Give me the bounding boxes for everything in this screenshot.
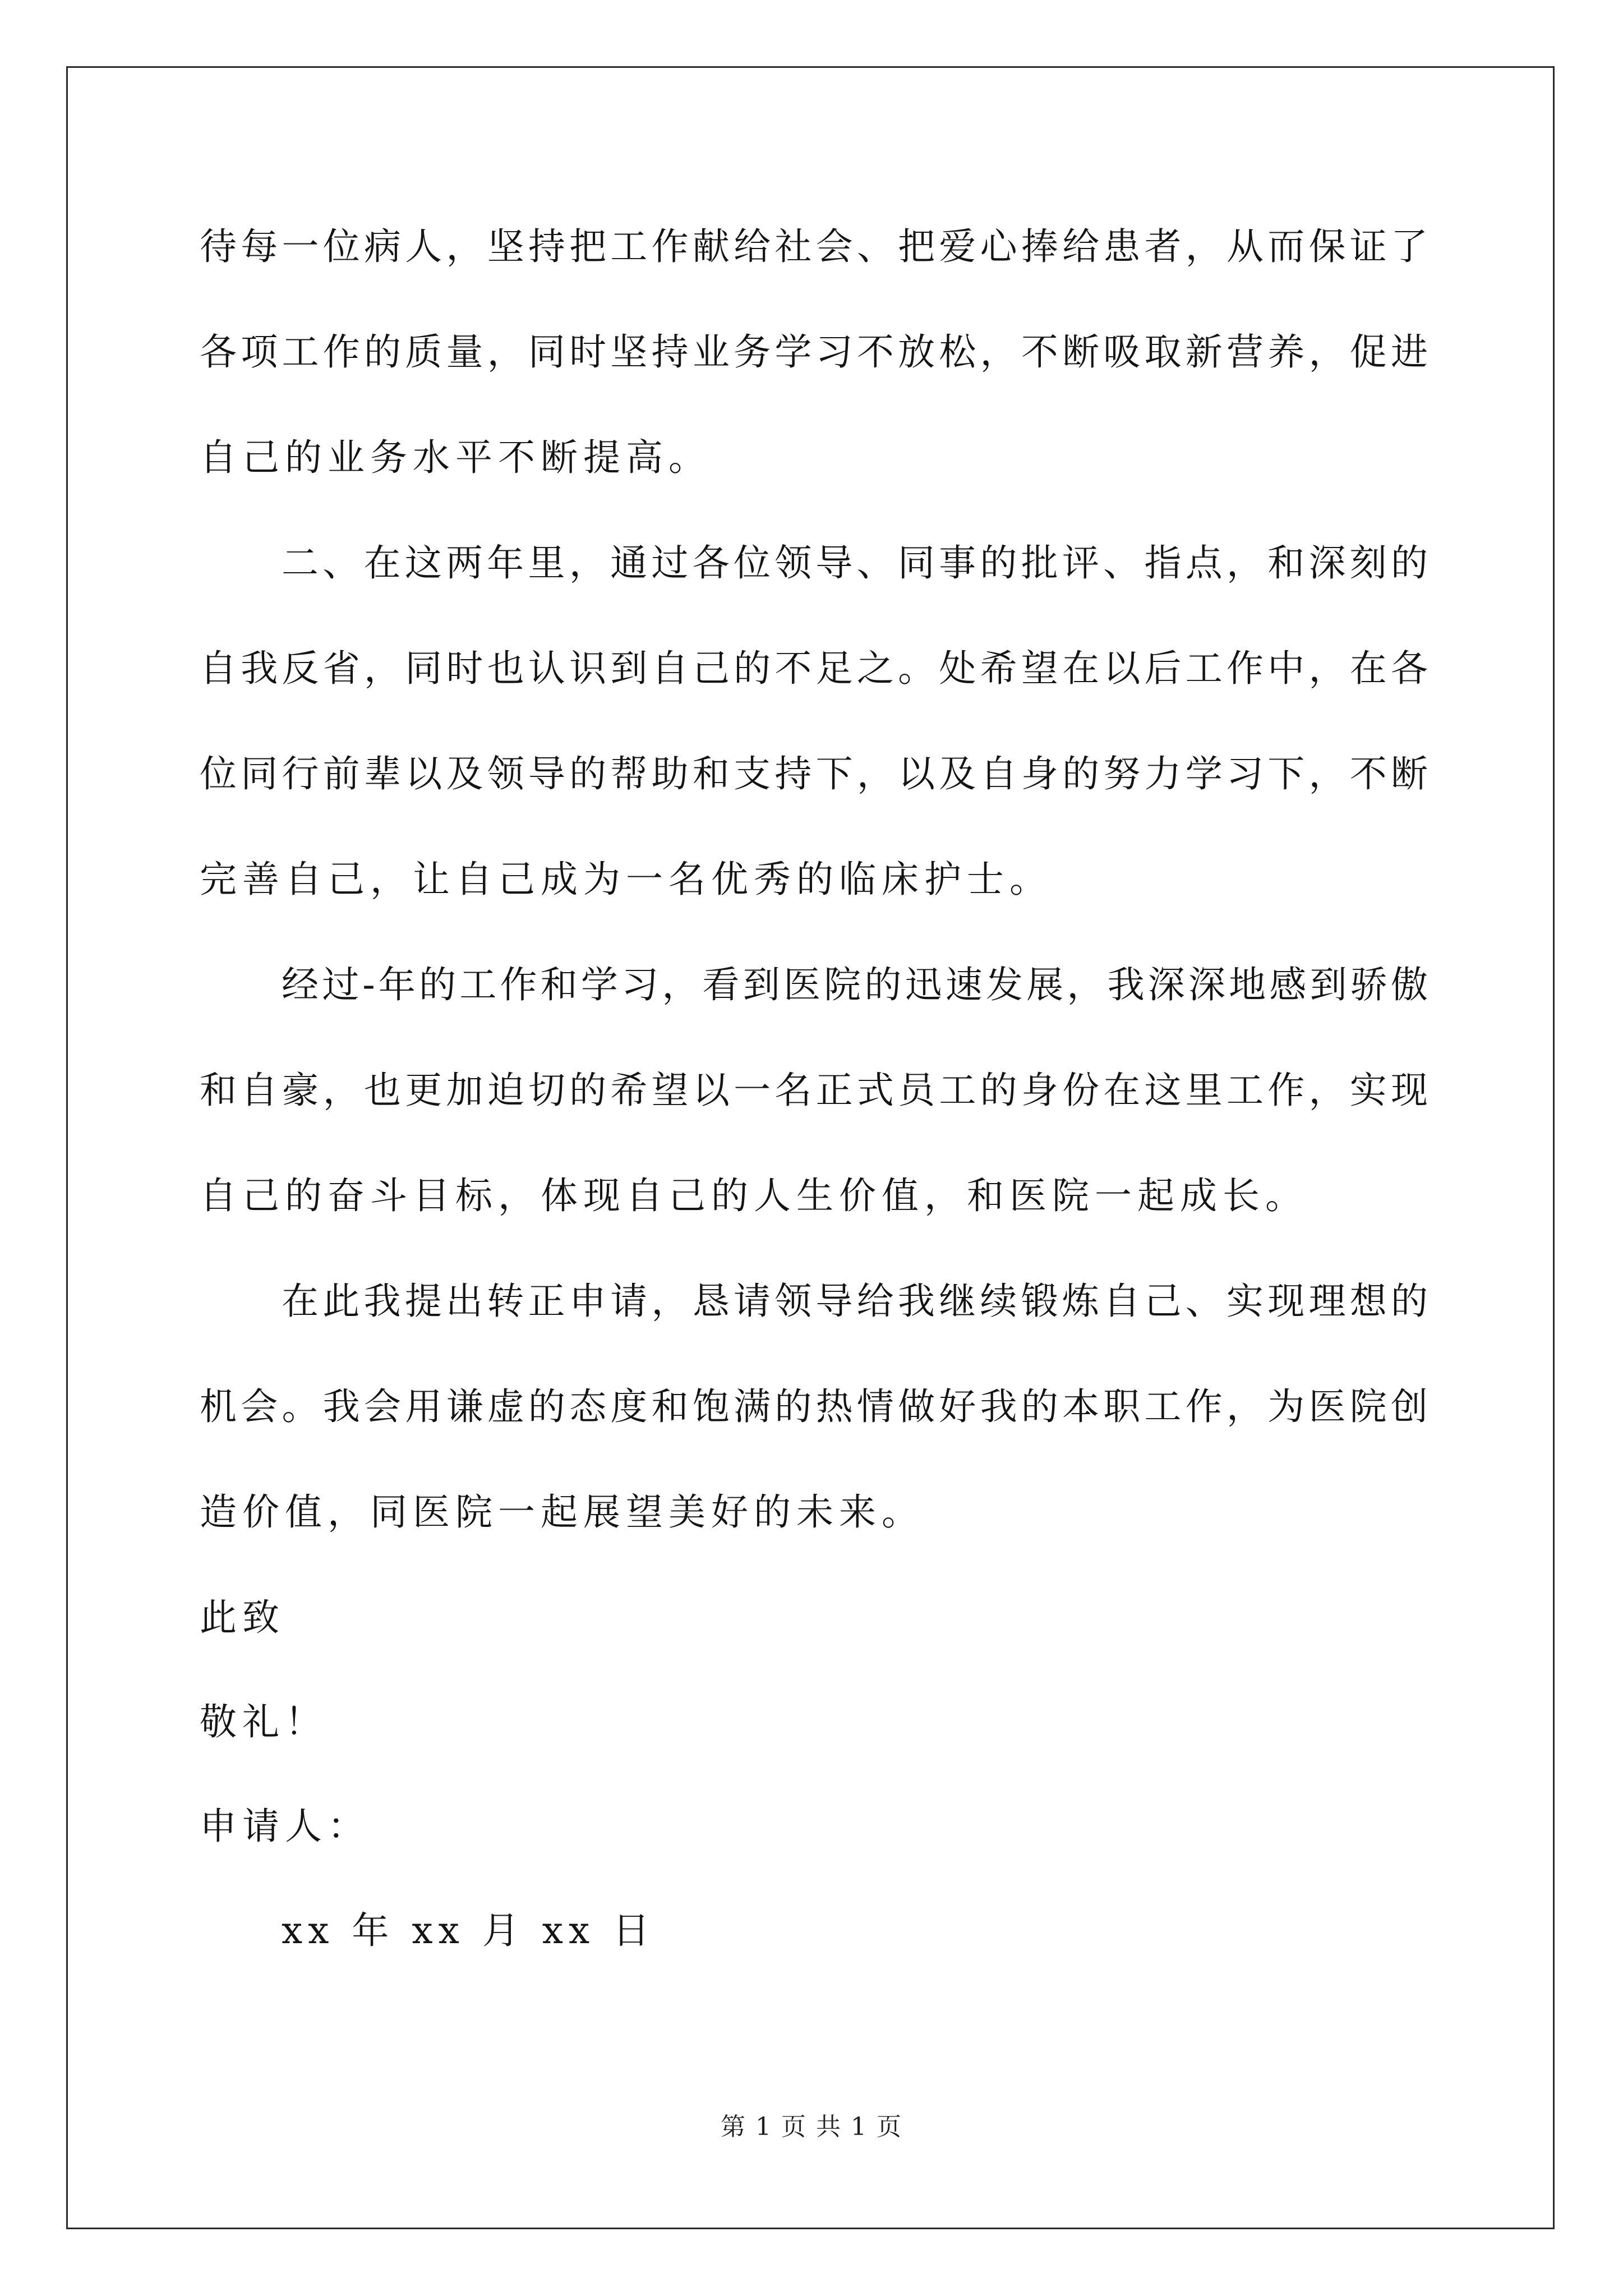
body-line: 造价值，同医院一起展望美好的未来。: [200, 1490, 924, 1534]
body-line: 在此我提出转正申请，恳请领导给我继续锻炼自己、实现理想的: [282, 1280, 1428, 1323]
body-line: 自己的奋斗目标，体现自己的人生价值，和医院一起成长。: [200, 1174, 1308, 1217]
page-footer: 第 1 页 共 1 页: [721, 2113, 902, 2141]
body-line: 各项工作的质量，同时坚持业务学习不放松，不断吸取新营养，促进: [200, 330, 1428, 374]
body-line: 经过-年的工作和学习，看到医院的迅速发展，我深深地感到骄傲: [282, 963, 1428, 1006]
body-line: 自我反省，同时也认识到自己的不足之。处希望在以后工作中，在各: [200, 647, 1428, 690]
body-line: 位同行前辈以及领导的帮助和支持下，以及自身的努力学习下，不断: [200, 752, 1428, 795]
body-line: 和自豪，也更加迫切的希望以一名正式员工的身份在这里工作，实现: [200, 1069, 1428, 1112]
date-line: xx 年 xx 月 xx 日: [282, 1909, 656, 1952]
body-line: 自己的业务水平不断提高。: [200, 436, 711, 479]
body-line: 完善自己，让自己成为一名优秀的临床护士。: [200, 858, 1052, 901]
body-line: 待每一位病人，坚持把工作献给社会、把爱心捧给患者，从而保证了: [200, 225, 1428, 268]
body-line: 二、在这两年里，通过各位领导、同事的批评、指点，和深刻的: [282, 541, 1428, 585]
salutation: 此致: [200, 1596, 285, 1639]
body-line: 机会。我会用谦虚的态度和饱满的热情做好我的本职工作，为医院创: [200, 1385, 1428, 1428]
regards: 敬礼！: [200, 1700, 328, 1743]
applicant-label: 申请人：: [200, 1805, 370, 1848]
letter-body: [200, 194, 1428, 1982]
